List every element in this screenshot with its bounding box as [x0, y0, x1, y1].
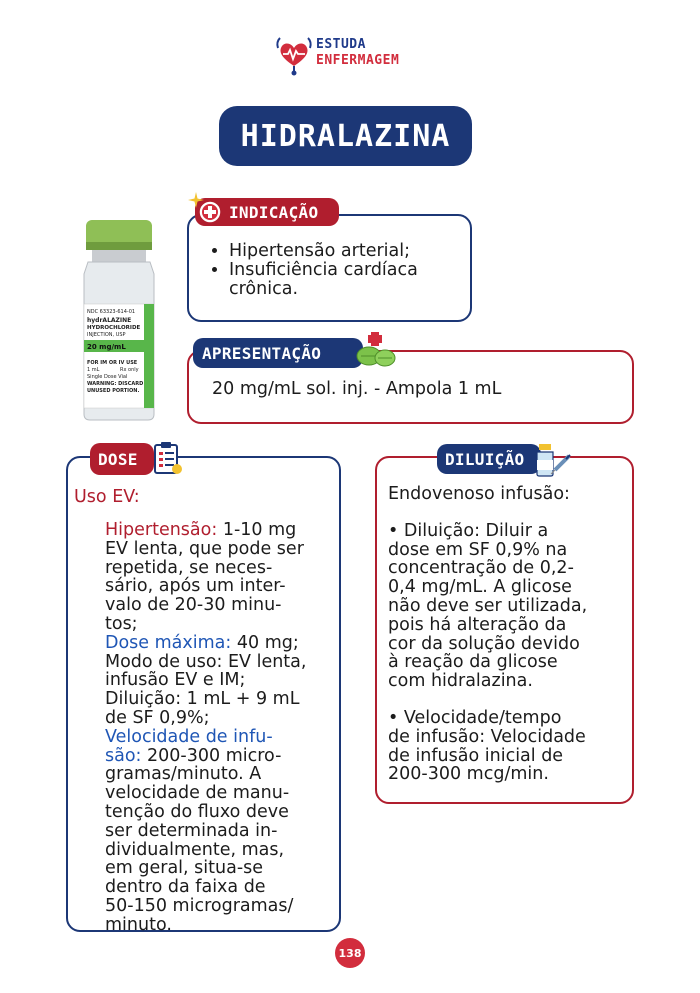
clipboard-icon — [152, 440, 182, 476]
dose-line: dividualmente, mas, — [105, 839, 285, 860]
dose-line: dentro da faixa de — [105, 877, 266, 898]
dose-line — [105, 747, 337, 766]
page-title: HIDRALAZINA — [219, 106, 472, 166]
dose-maxima-label: Dose máxima: — [105, 632, 232, 653]
dose-line: 50-150 microgramas/ — [105, 895, 294, 916]
indicacao-item: • Insuficiência cardíaca crônica. — [229, 261, 487, 299]
logo-text-estuda: ESTUDA — [316, 37, 366, 52]
dose-line: Diluição: 1 mL + 9 mL — [105, 689, 300, 710]
page-number: 138 — [335, 938, 365, 968]
dose-content — [105, 521, 337, 935]
diluicao-line: à reação da glicose — [388, 652, 558, 673]
indicacao-item: • Hipertensão arterial; — [229, 242, 487, 261]
dose-line: tenção do fluxo deve — [105, 801, 289, 822]
diluicao-label — [437, 444, 541, 474]
diluicao-line: não deve ser utilizada, — [388, 595, 588, 616]
dose-line: EV lenta, que pode ser — [105, 538, 304, 559]
dose-line: sário, após um inter- — [105, 576, 286, 597]
dose-line: infusão EV e IM; — [105, 670, 246, 691]
diluicao-line: • Velocidade/tempo — [388, 707, 562, 728]
dose-line: gramas/minuto. A — [105, 764, 262, 785]
vial-name1: hydrALAZINE — [87, 317, 132, 324]
dose-line: valo de 20-30 minu- — [105, 595, 282, 616]
apresentacao-label — [193, 338, 363, 368]
diluicao-line: • Diluição: Diluir a — [388, 520, 549, 541]
vial-warning1: WARNING: DISCARD — [87, 381, 144, 387]
diluicao-line: dose em SF 0,9% na — [388, 539, 568, 560]
dose-line — [105, 634, 337, 653]
apresentacao-label-text: APRESENTAÇÃO — [202, 343, 322, 363]
plus-circle-icon — [198, 200, 222, 224]
dose-line: minuto. — [105, 914, 172, 935]
vial-rx: Rx only — [120, 367, 139, 373]
pills-icon — [355, 330, 397, 368]
medicine-bottle-syringe-icon — [533, 440, 571, 478]
dose-line: tos; — [105, 613, 138, 634]
logo-text-enfermagem: ENFERMAGEM — [316, 53, 400, 68]
vial-type: INJECTION, USP — [87, 332, 126, 338]
vial-single-dose: Single Dose Vial — [87, 374, 128, 380]
vial-warning2: UNUSED PORTION. — [87, 388, 140, 394]
velocidade-label: Velocidade de infu- — [105, 726, 273, 747]
velocidade-label: são: — [105, 745, 142, 766]
dose-line: em geral, situa-se — [105, 858, 264, 879]
dose-text-fragment: 1-10 mg — [217, 520, 297, 540]
dose-line: Modo de uso: EV lenta, — [105, 651, 307, 672]
vial-strength: 20 mg/mL — [87, 343, 126, 351]
hipertensao-label: Hipertensão: — [105, 520, 218, 540]
diluicao-line: com hidralazina. — [388, 671, 533, 692]
dose-label-text: DOSE — [98, 449, 138, 469]
logo-heart-stethoscope-icon — [272, 32, 316, 76]
indicacao-label-text: INDICAÇÃO — [229, 202, 319, 222]
diluicao-line: cor da solução devido — [388, 633, 580, 654]
vial-volume: 1 mL — [87, 367, 100, 373]
apresentacao-text: 20 mg/mL sol. inj. - Ampola 1 mL — [212, 379, 502, 399]
dose-line: repetida, se neces- — [105, 557, 273, 578]
dose-text-fragment: 40 mg; — [231, 632, 299, 653]
diluicao-line: 200-300 mcg/min. — [388, 764, 549, 785]
dose-text-fragment: 200-300 micro- — [141, 745, 282, 766]
diluicao-content — [388, 485, 628, 784]
diluicao-line: de infusão: Velocidade — [388, 726, 586, 747]
vial-use: FOR IM OR IV USE — [87, 360, 138, 366]
dose-subtitle: Uso EV: — [74, 487, 140, 507]
dose-line: de SF 0,9%; — [105, 707, 210, 728]
vial-name2: HYDROCHLORIDE — [87, 325, 141, 331]
diluicao-line: pois há alteração da — [388, 614, 567, 635]
diluicao-line: de infusão inicial de — [388, 745, 564, 766]
dose-line: ser determinada in- — [105, 820, 278, 841]
diluicao-line: concentração de 0,2- — [388, 558, 574, 579]
dose-label — [90, 443, 154, 475]
drug-vial-image — [76, 218, 162, 422]
indicacao-list — [209, 242, 487, 299]
diluicao-line: 0,4 mg/mL. A glicose — [388, 577, 572, 598]
diluicao-label-text: DILUIÇÃO — [445, 449, 525, 469]
diluicao-line: Endovenoso infusão: — [388, 484, 570, 504]
dose-line: velocidade de manu- — [105, 783, 290, 804]
dose-line — [105, 521, 337, 540]
vial-ndc: NDC 63323-614-01 — [87, 309, 136, 315]
